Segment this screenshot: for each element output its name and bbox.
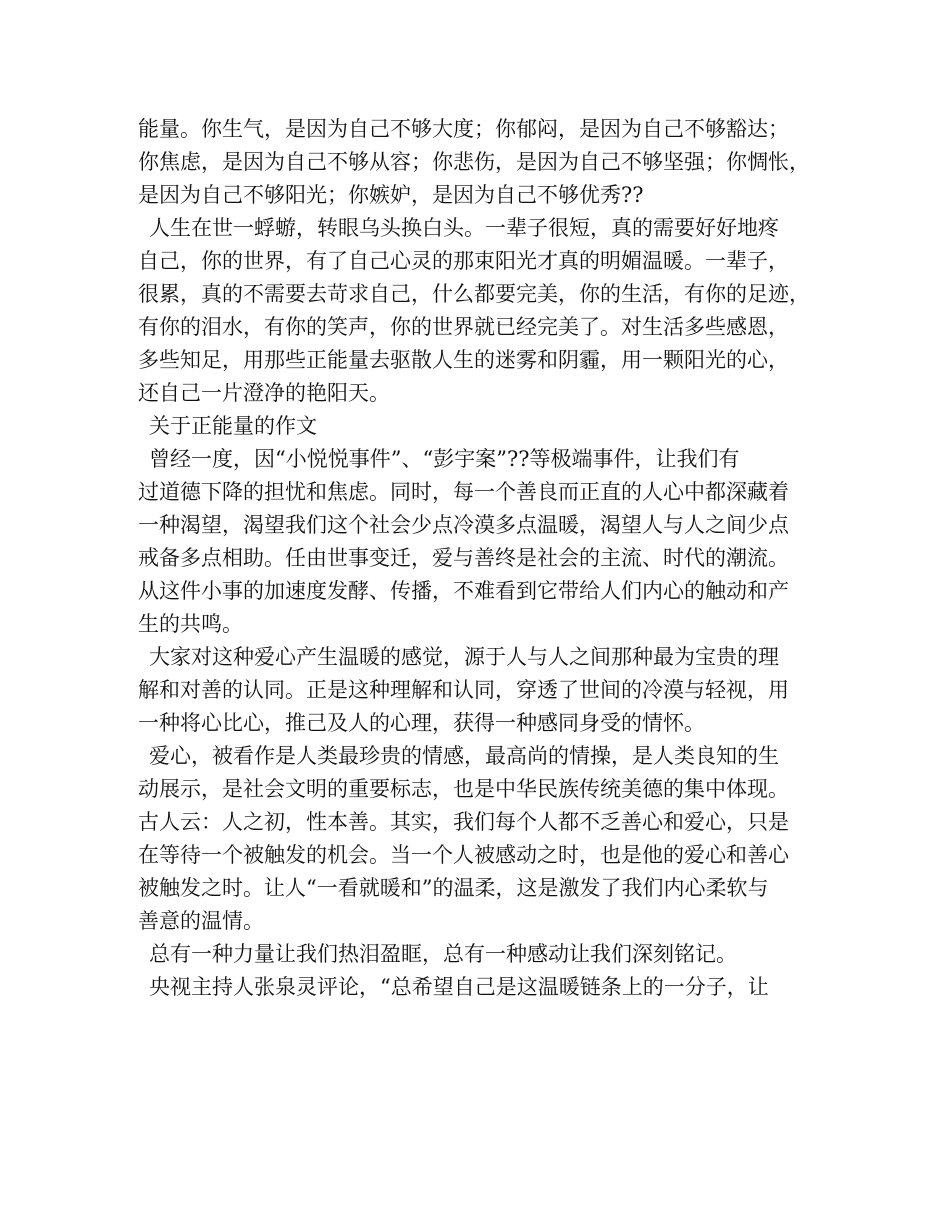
text-line: 自己，你的世界，有了自己心灵的那束阳光才真的明媚温暖。一辈子，: [138, 249, 789, 273]
text-line: 从这件小事的加速度发酵、传播，不难看到它带给人们内心的触动和产: [138, 579, 789, 603]
text-line: 解和对善的认同。正是这种理解和认同，穿透了世间的冷漠与轻视，用: [138, 678, 789, 702]
text-line: 还自己一片澄净的艳阳天。: [138, 381, 390, 405]
text-line: 能量。你生气，是因为自己不够大度；你郁闷，是因为自己不够豁达；: [138, 117, 789, 141]
text-line: 古人云：人之初，性本善。其实，我们每个人都不乏善心和爱心，只是: [138, 810, 789, 834]
text-line: 你焦虑，是因为自己不够从容；你悲伤，是因为自己不够坚强；你惆怅，: [138, 150, 810, 174]
text-line: 关于正能量的作文: [149, 414, 317, 438]
text-line: 一种渴望，渴望我们这个社会少点冷漠多点温暖，渴望人与人之间少点: [138, 513, 789, 537]
text-line: 戒备多点相助。任由世事变迁，爱与善终是社会的主流、时代的潮流。: [138, 546, 789, 570]
text-line: 总有一种力量让我们热泪盈眶，总有一种感动让我们深刻铭记。: [149, 942, 737, 966]
text-line: 生的共鸣。: [138, 612, 243, 636]
text-line: 动展示，是社会文明的重要标志，也是中华民族传统美德的集中体现。: [138, 777, 789, 801]
text-line: 人生在世一蜉蝣，转眼乌头换白头。一辈子很短，真的需要好好地疼: [149, 216, 779, 240]
text-line: 善意的温情。: [138, 909, 264, 933]
document-body: [138, 113, 828, 1004]
text-line: 曾经一度，因“小悦悦事件”、“彭宇案”??等极端事件，让我们有: [149, 447, 740, 471]
text-line: 爱心，被看作是人类最珍贵的情感，最高尚的情操，是人类良知的生: [149, 744, 779, 768]
text-line: 一种将心比心，推己及人的心理，获得一种感同身受的情怀。: [138, 711, 705, 735]
text-line: 大家对这种爱心产生温暖的感觉，源于人与人之间那种最为宝贵的理: [149, 645, 779, 669]
text-line: 是因为自己不够阳光；你嫉妒，是因为自己不够优秀??: [138, 183, 644, 207]
text-line: 过道德下降的担忧和焦虑。同时，每一个善良而正直的人心中都深藏着: [138, 480, 789, 504]
text-line: 多些知足，用那些正能量去驱散人生的迷雾和阴霾，用一颗阳光的心，: [138, 348, 789, 372]
text-line: 被触发之时。让人“一看就暖和”的温柔，这是激发了我们内心柔软与: [138, 876, 769, 900]
text-line: 在等待一个被触发的机会。当一个人被感动之时，也是他的爱心和善心: [138, 843, 789, 867]
text-line: 很累，真的不需要去苛求自己，什么都要完美，你的生活，有你的足迹，: [138, 282, 810, 306]
text-line: 有你的泪水，有你的笑声，你的世界就已经完美了。对生活多些感恩，: [138, 315, 789, 339]
text-line: 央视主持人张泉灵评论，“总希望自己是这温暖链条上的一分子，让: [149, 975, 769, 999]
